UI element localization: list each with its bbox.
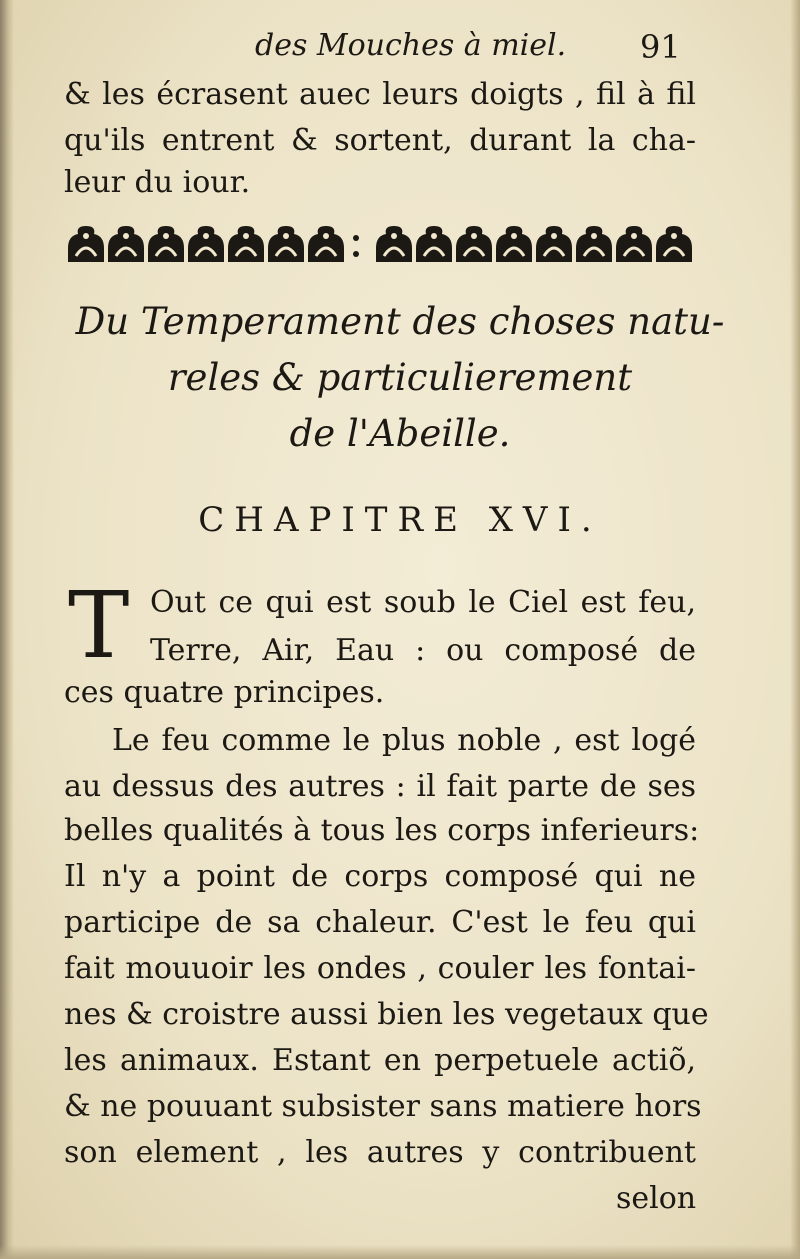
paragraph-line: ces quatre principes. bbox=[64, 675, 385, 710]
fleuron-ornament-band bbox=[66, 222, 694, 266]
paragraph-line: participe de sa chaleur. C'est le feu qui bbox=[64, 905, 696, 940]
page-number: 91 bbox=[640, 28, 681, 66]
drop-cap: T bbox=[68, 572, 130, 679]
paragraph-line: nes & croistre aussi bien les vegetaux que bbox=[64, 997, 709, 1032]
running-head: des Mouches à miel. bbox=[255, 28, 567, 63]
chapter-heading: CHAPITRE XVI. bbox=[198, 500, 602, 540]
chapter-title-line: Du Temperament des choses natu- bbox=[75, 300, 725, 343]
intro-line: leur du iour. bbox=[64, 165, 251, 200]
paragraph-line: & ne pouuant subsister sans matiere hors bbox=[64, 1089, 702, 1124]
page-left-edge bbox=[0, 0, 14, 1259]
paragraph-line: son element , les autres y contribuent bbox=[64, 1135, 696, 1170]
chapter-title-line: de l'Abeille. bbox=[289, 412, 511, 455]
paragraph-line: belles qualités à tous les corps inferieurs: bbox=[64, 813, 700, 848]
page-header bbox=[0, 26, 800, 66]
chapter-title-line: reles & particulierement bbox=[167, 356, 633, 399]
page-right-edge bbox=[790, 0, 800, 1259]
paragraph-line: Out ce qui est soub le Ciel est feu, bbox=[150, 585, 696, 620]
paragraph-line: Il n'y a point de corps composé qui ne bbox=[64, 859, 696, 894]
paragraph-line: les animaux. Estant en perpetuele actiõ, bbox=[64, 1043, 696, 1078]
paragraph-line: Terre, Air, Eau : ou composé de bbox=[150, 633, 696, 668]
catchword: selon bbox=[616, 1181, 697, 1216]
paragraph-line: fait mouuoir les ondes , couler les fontai- bbox=[64, 951, 696, 986]
paragraph-line: Le feu comme le plus noble , est logé bbox=[112, 723, 696, 758]
page-bottom-edge bbox=[0, 1245, 800, 1259]
intro-line: qu'ils entrent & sortent, durant la cha- bbox=[64, 123, 696, 158]
intro-line: & les écrasent auec leurs doigts , fil à fil bbox=[64, 77, 696, 112]
paragraph-line: au dessus des autres : il fait parte de ses bbox=[64, 769, 696, 804]
